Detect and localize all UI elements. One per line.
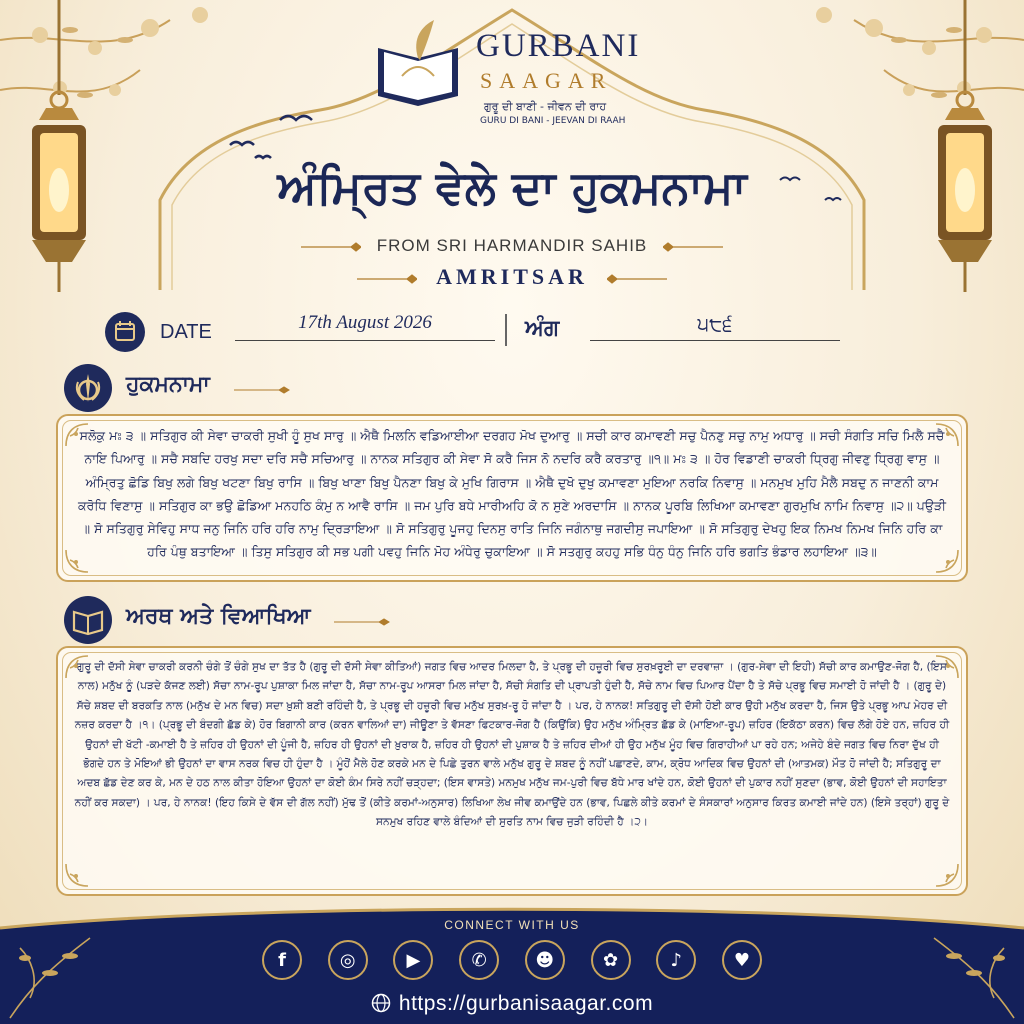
from-text: FROM SRI HARMANDIR SAHIB [376,236,648,255]
tagline-punjabi: ਗੁਰੂ ਦੀ ਬਾਣੀ - ਜੀਵਨ ਦੀ ਰਾਹ [484,100,607,113]
footer [0,898,1024,1024]
ang-value: ੫੮੬ [590,312,840,341]
khanda-icon [64,364,112,412]
divider [505,314,507,346]
brand-logo [372,18,662,128]
book-icon [64,596,112,644]
arth-text: ਗੁਰੂ ਦੀ ਦੱਸੀ ਸੇਵਾ ਚਾਕਰੀ ਕਰਨੀ ਚੰਗੇ ਤੋਂ ਚੰਗੇ ਸੁਖ ਦਾ ਤੱਤ ਹੈ (ਗੁਰੂ ਦੀ ਦੱਸੀ ਸੇਵਾ ਕੀਤਿਆਂ) ਜਗਤ ਵਿਚ ਆਦਰ ਮਿਲਦਾ ਹੈ, ਤੇ ਪ੍ਰਭੂ ਦੀ ਹਜ਼ੂਰੀ ਵਿਚ ਸੁਰਖ਼ਰੂਈ ਦਾ ਦਰਵਾਜ਼ਾ । (ਗੁਰ-ਸੇਵਾ ਦੀ ਇਹੀ) ਸੱਚੀ ਕਾਰ ਕਮਾਉਣ-ਜੋਗ ਹੈ, (ਇਸ ਨਾਲ) ਮਨੁੱਖ ਨੂੰ (ਪੜਦੇ ਕੱਜਣ ਲਈ) ਸੱਚਾ ਨਾਮ-ਰੂਪ ਪੁਸ਼ਾਕਾ ਮਿਲ ਜਾਂਦਾ ਹੈ, ਸੱਚਾ ਨਾਮ-ਰੂਪ ਆਸਰਾ ਮਿਲ ਜਾਂਦਾ ਹੈ, ਸੱਚੀ ਸੰਗਤਿ ਦੀ ਪ੍ਰਾਪਤੀ ਹੁੰਦੀ ਹੈ, ਸੱਚੇ ਨਾਮ ਵਿਚ ਪਿਆਰ ਪੈਂਦਾ ਹੈ ਤੇ ਸੱਚੇ ਪ੍ਰਭੂ ਵਿਚ ਸਮਾਈ ਹੋ ਜਾਂਦੀ ਹੈ । (ਗੁਰੂ ਦੇ) ਸੱਚੇ ਸ਼ਬਦ ਦੀ ਬਰਕਤਿ ਨਾਲ (ਮਨੁੱਖ ਦੇ ਮਨ ਵਿਚ) ਸਦਾ ਖ਼ੁਸ਼ੀ ਬਣੀ ਰਹਿੰਦੀ ਹੈ, ਤੇ ਪ੍ਰਭੂ ਦੀ ਹਜ਼ੂਰੀ ਵਿਚ ਮਨੁੱਖ ਸੁਰਖ਼-ਰੂ ਹੋ ਜਾਂਦਾ ਹੈ । ਪਰ, ਹੇ ਨਾਨਕ! ਸਤਿਗੁਰੂ ਦੀ ਦੱਸੀ ਹੋਈ ਕਾਰ ਉਹੀ ਮਨੁੱਖ ਕਰਦਾ ਹੈ, ਜਿਸ ਉਤੇ ਪ੍ਰਭੂ ਆਪ ਮੇਹਰ ਦੀ ਨਜ਼ਰ ਕਰਦਾ ਹੈ ।੧। (ਪ੍ਰਭੂ ਦੀ ਬੰਦਗੀ ਛੱਡ ਕੇ) ਹੋਰ ਬਿਗਾਨੀ ਕਾਰ (ਕਰਨ ਵਾਲਿਆਂ ਦਾ) ਜੀਊਣਾ ਤੇ ਵੱਸਣਾ ਫਿਟਕਾਰ-ਜੋਗ ਹੈ (ਕਿਉਂਕਿ) ਉਹ ਮਨੁੱਖ ਅੰਮ੍ਰਿਤ ਛੱਡ ਕੇ (ਮਾਇਆ-ਰੂਪ) ਜ਼ਹਿਰ (ਇਕੱਠਾ ਕਰਨ) ਵਿਚ ਲੱਗੇ ਹੋਏ ਹਨ, ਜ਼ਹਿਰ ਹੀ ਉਹਨਾਂ ਦੀ ਖੱਟੀ -ਕਮਾਈ ਹੈ ਤੇ ਜ਼ਹਿਰ ਹੀ ਉਹਨਾਂ ਦੀ ਪੂੰਜੀ ਹੈ, ਜ਼ਹਿਰ ਹੀ ਉਹਨਾਂ ਦੀ ਖ਼ੁਰਾਕ ਹੈ, ਜ਼ਹਿਰ ਹੀ ਉਹਨਾਂ ਦੀ ਪੁਸ਼ਾਕ ਹੈ ਤੇ ਜ਼ਹਿਰ ਦੀਆਂ ਹੀ ਉਹ ਮਨੁੱਖ ਮੂੰਹ ਵਿਚ ਗਿਰਾਹੀਆਂ ਪਾ ਰਹੇ ਹਨ; ਅਜੇਹੇ ਬੰਦੇ ਜਗਤ ਵਿਚ ਨਿਰਾ ਦੁੱਖ ਹੀ ਭੋਗਦੇ ਹਨ ਤੇ ਮੋਇਆਂ ਭੀ ਉਹਨਾਂ ਦਾ ਵਾਸ ਨਰਕ ਵਿਚ ਹੀ ਹੁੰਦਾ ਹੈ । ਮੂੰਹੋਂ ਮੈਲੇ ਹੋਣ ਕਰਕੇ ਮਨ ਦੇ ਪਿਛੇ ਤੁਰਨ ਵਾਲੇ ਮਨੁੱਖ ਗੁਰੂ ਦੇ ਸ਼ਬਦ ਨੂੰ ਨਹੀਂ ਪਛਾਣਦੇ, ਕਾਮ, ਕ੍ਰੋਧ ਆਦਿਕ ਵਿਚ ਉਹਨਾਂ ਦੀ (ਆਤਮਕ) ਮੌਤ ਹੋ ਜਾਂਦੀ ਹੈ; ਸਤਿਗੁਰੂ ਦਾ ਅਦਬ ਛੱਡ ਦੇਣ ਕਰ ਕੇ, ਮਨ ਦੇ ਹਠ ਨਾਲ ਕੀਤਾ ਹੋਇਆ ਉਹਨਾਂ ਦਾ ਕੋਈ ਕੰਮ ਸਿਰੇ ਨਹੀਂ ਚੜ੍ਹਦਾ; (ਇਸ ਵਾਸਤੇ) ਮਨਮੁਖ ਮਨੁੱਖ ਜਮ-ਪੁਰੀ ਵਿਚ ਬੱਧੇ ਮਾਰ ਖਾਂਦੇ ਹਨ, ਕੋਈ ਉਹਨਾਂ ਦੀ ਪੁਕਾਰ ਨਹੀਂ ਸੁਣਦਾ (ਭਾਵ, ਕੋਈ ਉਹਨਾਂ ਦੀ ਸਹਾਇਤਾ ਨਹੀਂ ਕਰ ਸਕਦਾ) । ਪਰ, ਹੇ ਨਾਨਕ! (ਇਹ ਕਿਸੇ ਦੇ ਵੱਸ ਦੀ ਗੱਲ ਨਹੀਂ) ਮੁੱਢ ਤੋਂ (ਕੀਤੇ ਕਰਮਾਂ-ਅਨੁਸਾਰ) ਲਿਖਿਆ ਲੇਖ ਜੀਵ ਕਮਾਉਂਦੇ ਹਨ (ਭਾਵ, ਪਿਛਲੇ ਕੀਤੇ ਕਰਮਾਂ ਦੇ ਸੰਸਕਾਰਾਂ ਅਨੁਸਾਰ ਕਿਰਤ ਕਮਾਈ ਜਾਂਦੇ ਹਨ) (ਇਸੇ ਤਰ੍ਹਾਂ) ਗੁਰੂ ਦੇ ਸਨਮੁਖ ਰਹਿਣ ਵਾਲੇ ਬੰਦਿਆਂ ਦੀ ਸੁਰਤਿ ਨਾਮ ਵਿਚ ਜੁੜੀ ਰਹਿੰਦੀ ਹੈ ।੨। [74,661,950,829]
social-links [262,940,762,984]
moj-icon[interactable]: ♥ [722,940,762,980]
hukamnama-text: ਸਲੋਕੁ ਮਃ ੩ ॥ ਸਤਿਗੁਰ ਕੀ ਸੇਵਾ ਚਾਕਰੀ ਸੁਖੀ ਹੂੰ ਸੁਖ ਸਾਰੁ ॥ ਐਥੈ ਮਿਲਨਿ ਵਡਿਆਈਆ ਦਰਗਹ ਮੋਖ ਦੁਆਰੁ ॥ ਸਚੀ ਕਾਰ ਕਮਾਵਣੀ ਸਚੁ ਪੈਨਣੁ ਸਚੁ ਨਾਮੁ ਅਧਾਰੁ ॥ ਸਚੀ ਸੰਗਤਿ ਸਚਿ ਮਿਲੈ ਸਚੈ ਨਾਇ ਪਿਆਰੁ ॥ ਸਚੈ ਸਬਦਿ ਹਰਖੁ ਸਦਾ ਦਰਿ ਸਚੈ ਸਚਿਆਰੁ ॥ ਨਾਨਕ ਸਤਿਗੁਰ ਕੀ ਸੇਵਾ ਸੋ ਕਰੈ ਜਿਸ ਨੋ ਨਦਰਿ ਕਰੈ ਕਰਤਾਰੁ ॥੧॥ ਮਃ ੩ ॥ ਹੋਰ ਵਿਡਾਣੀ ਚਾਕਰੀ ਧ੍ਰਿਗੁ ਜੀਵਣੁ ਧ੍ਰਿਗੁ ਵਾਸੁ ॥ ਅੰਮ੍ਰਿਤੁ ਛੋਡਿ ਬਿਖੁ ਲਗੇ ਬਿਖੁ ਖਟਣਾ ਬਿਖੁ ਰਾਸਿ ॥ ਬਿਖੁ ਖਾਣਾ ਬਿਖੁ ਪੈਨਣਾ ਬਿਖੁ ਕੇ ਮੁਖਿ ਗਿਰਾਸ ॥ ਐਥੈ ਦੁਖੋ ਦੁਖੁ ਕਮਾਵਣਾ ਮੁਇਆ ਨਰਕਿ ਨਿਵਾਸੁ ॥ ਮਨਮੁਖ ਮੁਹਿ ਮੈਲੈ ਸਬਦੁ ਨ ਜਾਣਨੀ ਕਾਮ ਕਰੋਧਿ ਵਿਣਾਸੁ ॥ ਸਤਿਗੁਰ ਕਾ ਭਉ ਛੋਡਿਆ ਮਨਹਠਿ ਕੰਮੁ ਨ ਆਵੈ ਰਾਸਿ ॥ ਜਮ ਪੁਰਿ ਬਧੇ ਮਾਰੀਅਹਿ ਕੋ ਨ ਸੁਣੇ ਅਰਦਾਸਿ ॥ ਨਾਨਕ ਪੂਰਬਿ ਲਿਖਿਆ ਕਮਾਵਣਾ ਗੁਰਮੁਖਿ ਨਾਮਿ ਨਿਵਾਸੁ ॥੨॥ ਪਉੜੀ ॥ ਸੋ ਸਤਿਗੁਰੁ ਸੇਵਿਹੁ ਸਾਧ ਜਨੁ ਜਿਨਿ ਹਰਿ ਹਰਿ ਨਾਮੁ ਦ੍ਰਿੜਾਇਆ ॥ ਸੋ ਸਤਿਗੁਰੁ ਪੂਜਹੁ ਦਿਨਸੁ ਰਾਤਿ ਜਿਨਿ ਜਗੰਨਾਥੁ ਜਗਦੀਸੁ ਜਪਾਇਆ ॥ ਸੋ ਸਤਿਗੁਰੁ ਦੇਖਹੁ ਇਕ ਨਿਮਖ ਨਿਮਖ ਜਿਨਿ ਹਰਿ ਕਾ ਹਰਿ ਪੰਥੁ ਬਤਾਇਆ ॥ ਤਿਸੁ ਸਤਿਗੁਰ ਕੀ ਸਭ ਪਗੀ ਪਵਹੁ ਜਿਨਿ ਮੋਹ ਅੰਧੇਰੁ ਚੁਕਾਇਆ ॥ ਸੋ ਸਤਗੁਰੁ ਕਹਹੁ ਸਭਿ ਧੰਨੁ ਧੰਨੁ ਜਿਨਿ ਹਰਿ ਭਗਤਿ ਭੰਡਾਰ ਲਹਾਇਆ ॥੩॥ [77,428,947,560]
whatsapp-icon[interactable]: ✆ [459,940,499,980]
calendar-icon [105,312,145,352]
snapchat-icon[interactable]: ☻ [525,940,565,980]
ornament-right-icon [663,242,723,252]
page-title: ਅੰਮ੍ਰਿਤ ਵੇਲੇ ਦਾ ਹੁਕਮਨਾਮਾ [277,160,747,214]
tagline-english: GURU DI BANI - JEEVAN DI RAAH [480,116,626,126]
youtube-icon[interactable]: ▶ [393,940,433,980]
hukamnama-card [56,414,968,582]
city-text: AMRITSAR [436,264,588,289]
ang-label: ਅੰਗ [525,316,560,341]
brand-name-secondary: SAAGAR [480,68,613,93]
book-quill-icon [372,18,464,108]
sharechat-icon[interactable]: ✿ [591,940,631,980]
hukamnama-heading [64,364,464,412]
instagram-icon[interactable]: ◎ [328,940,368,980]
corner-ornament-icon [934,862,960,888]
ornament-icon [234,386,294,394]
city-line [0,264,1024,290]
ornament-left-icon [357,274,417,284]
arth-heading [64,596,464,644]
connect-label: CONNECT WITH US [444,918,580,932]
from-line [0,236,1024,256]
website-link[interactable] [0,992,1024,1016]
hukamnama-title: ਹੁਕਮਨਾਮਾ [126,372,210,397]
corner-ornament-icon [64,862,90,888]
arth-card [56,646,968,896]
ornament-right-icon [607,274,667,284]
date-label: DATE [160,321,212,343]
arth-title: ਅਰਥ ਅਤੇ ਵਿਆਖਿਆ [126,604,311,629]
website-text[interactable]: https://gurbanisaagar.com [398,992,654,1015]
tiktok-icon[interactable]: ♪ [656,940,696,980]
globe-icon [371,993,391,1013]
brand-name: GURBANI [476,28,641,64]
ornament-left-icon [301,242,361,252]
date-value: 17th August 2026 [235,312,495,341]
facebook-icon[interactable]: f [262,940,302,980]
ornament-icon [334,618,394,626]
date-row [105,312,865,356]
